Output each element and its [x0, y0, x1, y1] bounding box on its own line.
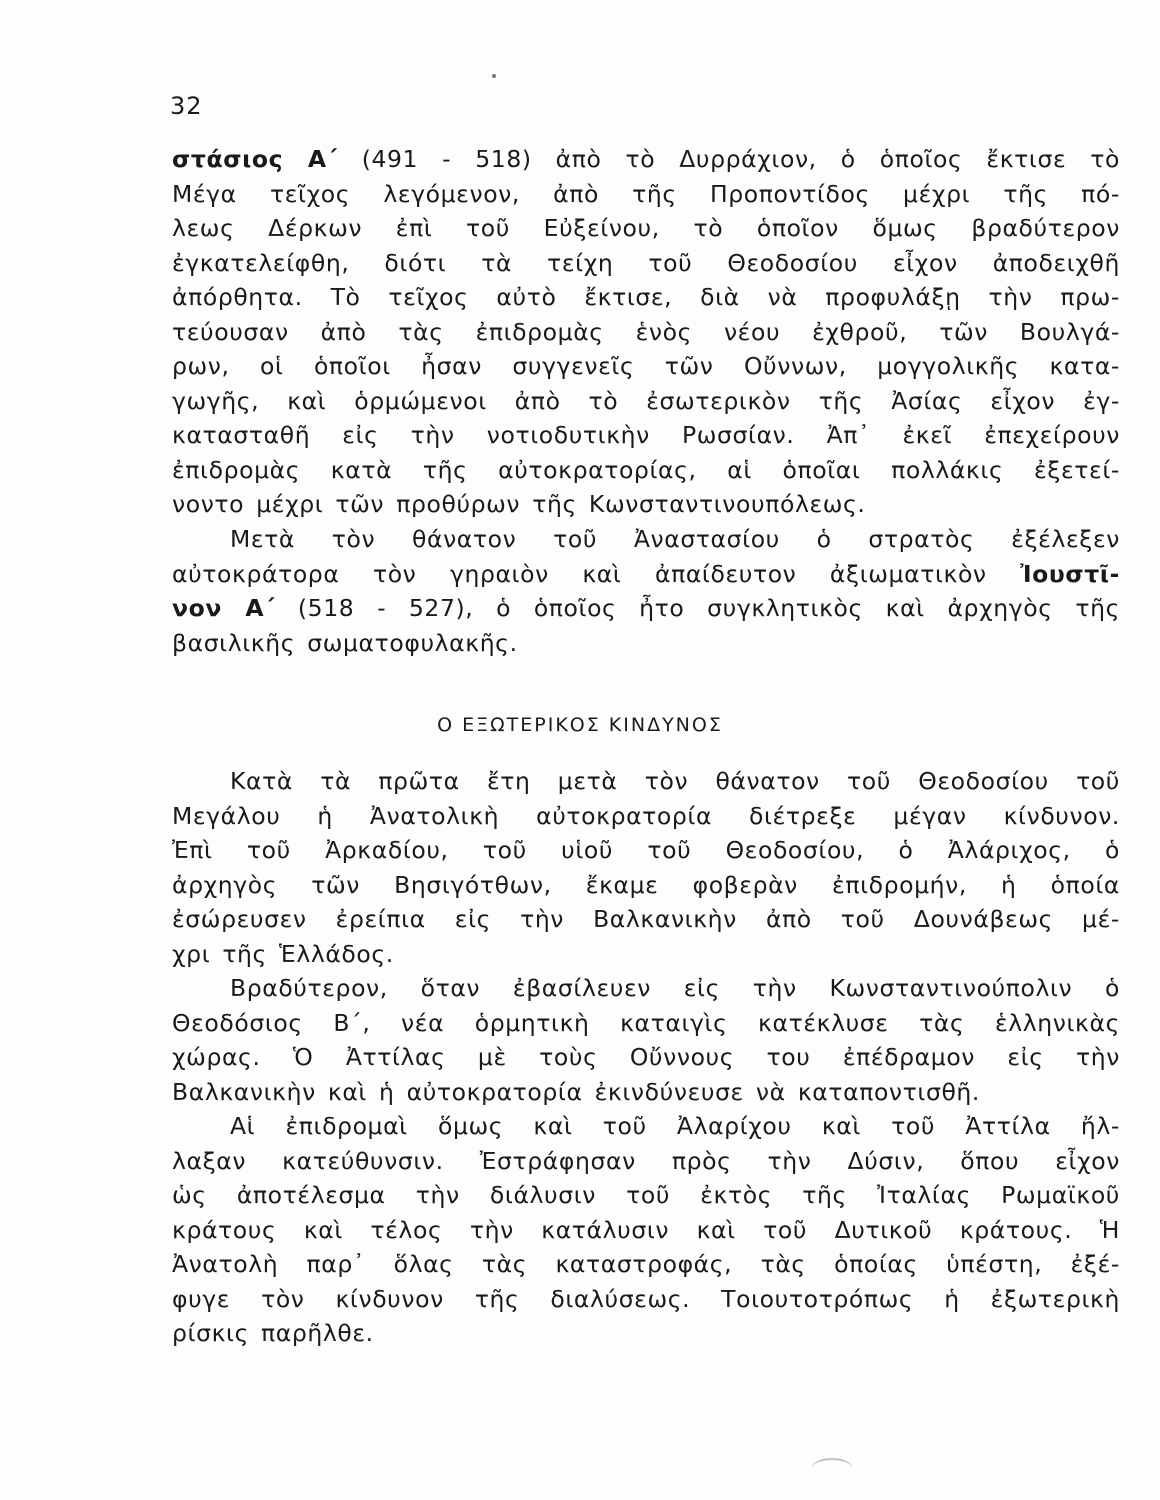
- text-line: Βραδύτερον, ὅταν ἐβασίλευεν εἰς τὴν Κωνσταντινούπολιν ὁ: [230, 974, 1120, 1002]
- text-line: ἀρχηγὸς τῶν Βησιγότθων, ἔκαμε φοβερὰν ἐπιδρομήν, ἡ ὁποία: [172, 870, 1120, 899]
- paragraph-walls: [172, 142, 1120, 522]
- text-line: φυγε τὸν κίνδυνον τῆς διαλύσεως. Τοιουτοτρόπως ἡ ἐξωτερικὴ: [172, 1284, 1120, 1313]
- text-line: ὡς ἀποτέλεσμα τὴν διάλυσιν τοῦ ἐκτὸς τῆς Ἰταλίας Ρωμαϊκοῦ: [172, 1181, 1120, 1209]
- text-span: (518 - 527), ὁ ὁποῖος ἦτο συγκλητικὸς καὶ ἀρχηγὸς τῆς: [275, 594, 1120, 622]
- text-line: χώρας. Ὁ Ἀττίλας μὲ τοὺς Οὔννους του ἐπέδραμον εἰς τὴν: [172, 1043, 1120, 1071]
- text-line: [172, 142, 1120, 177]
- text-line: λεως Δέρκων ἐπὶ τοῦ Εὐξείνου, τὸ ὁποῖον ὅμως βραδύτερον: [172, 214, 1120, 242]
- text-line: ἐπιδρομὰς κατὰ τῆς αὐτοκρατορίας, αἱ ὁποῖαι πολλάκις ἐξετεί-: [172, 455, 1120, 484]
- text-line: τεύουσαν ἀπὸ τὰς ἐπιδρομὰς ἑνὸς νέου ἐχθροῦ, τῶν Βουλγά-: [172, 317, 1120, 346]
- text-line: κράτους καὶ τέλος τὴν κατάλυσιν καὶ τοῦ Δυτικοῦ κράτους. Ἡ: [172, 1215, 1120, 1244]
- section-heading: Ο ΕΞΩΤΕΡΙΚΟΣ ΚΙΝΔΥΝΟΣ: [437, 714, 723, 736]
- text-line: ἐγκατελείφθη, διότι τὰ τείχη τοῦ Θεοδοσίου εἶχον ἀποδειχθῆ: [172, 248, 1120, 277]
- paragraph-justin: [172, 522, 1120, 660]
- text-line: λαξαν κατεύθυνσιν. Ἐστράφησαν πρὸς τὴν Δύσιν, ὅπου εἶχον: [172, 1146, 1120, 1175]
- text-line: Ἐπὶ τοῦ Ἀρκαδίου, τοῦ υἱοῦ τοῦ Θεοδοσίου, ὁ Ἀλάριχος, ὁ: [172, 836, 1120, 864]
- text-line: Βαλκανικὴν καὶ ἡ αὐτοκρατορία ἐκινδύνευσε νὰ καταποντισθῆ.: [172, 1077, 980, 1106]
- scan-mark: [812, 1458, 852, 1478]
- text-line: νοντο μέχρι τῶν προθύρων τῆς Κωνσταντινουπόλεως.: [172, 490, 866, 518]
- text-line: Αἱ ἐπιδρομαὶ ὅμως καὶ τοῦ Ἀλαρίχου καὶ τοῦ Ἀττίλα ἤλ-: [230, 1112, 1120, 1140]
- text-line: [172, 557, 1120, 592]
- text-line: Ἀνατολὴ παρ᾽ ὅλας τὰς καταστροφάς, τὰς ὁποίας ὑπέστη, ἐξέ-: [172, 1250, 1120, 1278]
- text-line: ρίσκις παρῆλθε.: [172, 1319, 374, 1347]
- page-number: 32: [170, 92, 203, 120]
- text-line: Θεοδόσιος Β΄, νέα ὁρμητικὴ καταιγὶς κατέκλυσε τὰς ἑλληνικὰς: [172, 1008, 1120, 1037]
- emperor-name-anastasius: στάσιος Α΄: [172, 145, 338, 173]
- text-line: ἐσώρευσεν ἐρείπια εἰς τὴν Βαλκανικὴν ἀπὸ τοῦ Δουνάβεως μέ-: [172, 905, 1120, 933]
- text-line: βασιλικῆς σωματοφυλακῆς.: [172, 628, 518, 657]
- text-line: Μετὰ τὸν θάνατον τοῦ Ἀναστασίου ὁ στρατὸς ἐξέλεξεν: [230, 525, 1120, 553]
- text-line: Μεγάλου ἡ Ἀνατολικὴ αὐτοκρατορία διέτρεξε μέγαν κίνδυνον.: [172, 801, 1120, 830]
- paragraph-attila: [172, 971, 1120, 1109]
- text-span: αὐτοκράτορα τὸν γηραιὸν καὶ ἀπαίδευτον ἀξιωματικὸν: [172, 559, 1021, 588]
- paragraph-west: [172, 1109, 1120, 1351]
- text-span: (491 - 518) ἀπὸ τὸ Δυρράχιον, ὁ ὁποῖος ἔκτισε τὸ: [337, 145, 1120, 173]
- text-line: χρι τῆς Ἑλλάδος.: [172, 939, 394, 968]
- print-speck: [492, 74, 496, 78]
- paragraph-external-danger: [172, 764, 1120, 971]
- text-line: γωγῆς, καὶ ὁρμώμενοι ἀπὸ τὸ ἐσωτερικὸν τῆς Ἀσίας εἶχον ἐγ-: [172, 386, 1120, 415]
- text-line: [172, 591, 1120, 626]
- emperor-name-justin-cont: νον Α΄: [172, 594, 276, 622]
- text-line: ρων, οἱ ὁποῖοι ἦσαν συγγενεῖς τῶν Οὔννων, μογγολικῆς κατα-: [172, 352, 1120, 380]
- text-line: Μέγα τεῖχος λεγόμενον, ἀπὸ τῆς Προποντίδος μέχρι τῆς πό-: [172, 179, 1120, 208]
- text-line: ἀπόρθητα. Τὸ τεῖχος αὐτὸ ἔκτισε, διὰ νὰ προφυλάξῃ τὴν πρω-: [172, 283, 1120, 311]
- text-line: κατασταθῆ εἰς τὴν νοτιοδυτικὴν Ρωσσίαν. Ἀπ᾽ ἐκεῖ ἐπεχείρουν: [172, 421, 1120, 449]
- text-line: Κατὰ τὰ πρῶτα ἔτη μετὰ τὸν θάνατον τοῦ Θεοδοσίου τοῦ: [230, 767, 1120, 795]
- emperor-name-justin: Ἰουστῖ-: [1020, 559, 1120, 588]
